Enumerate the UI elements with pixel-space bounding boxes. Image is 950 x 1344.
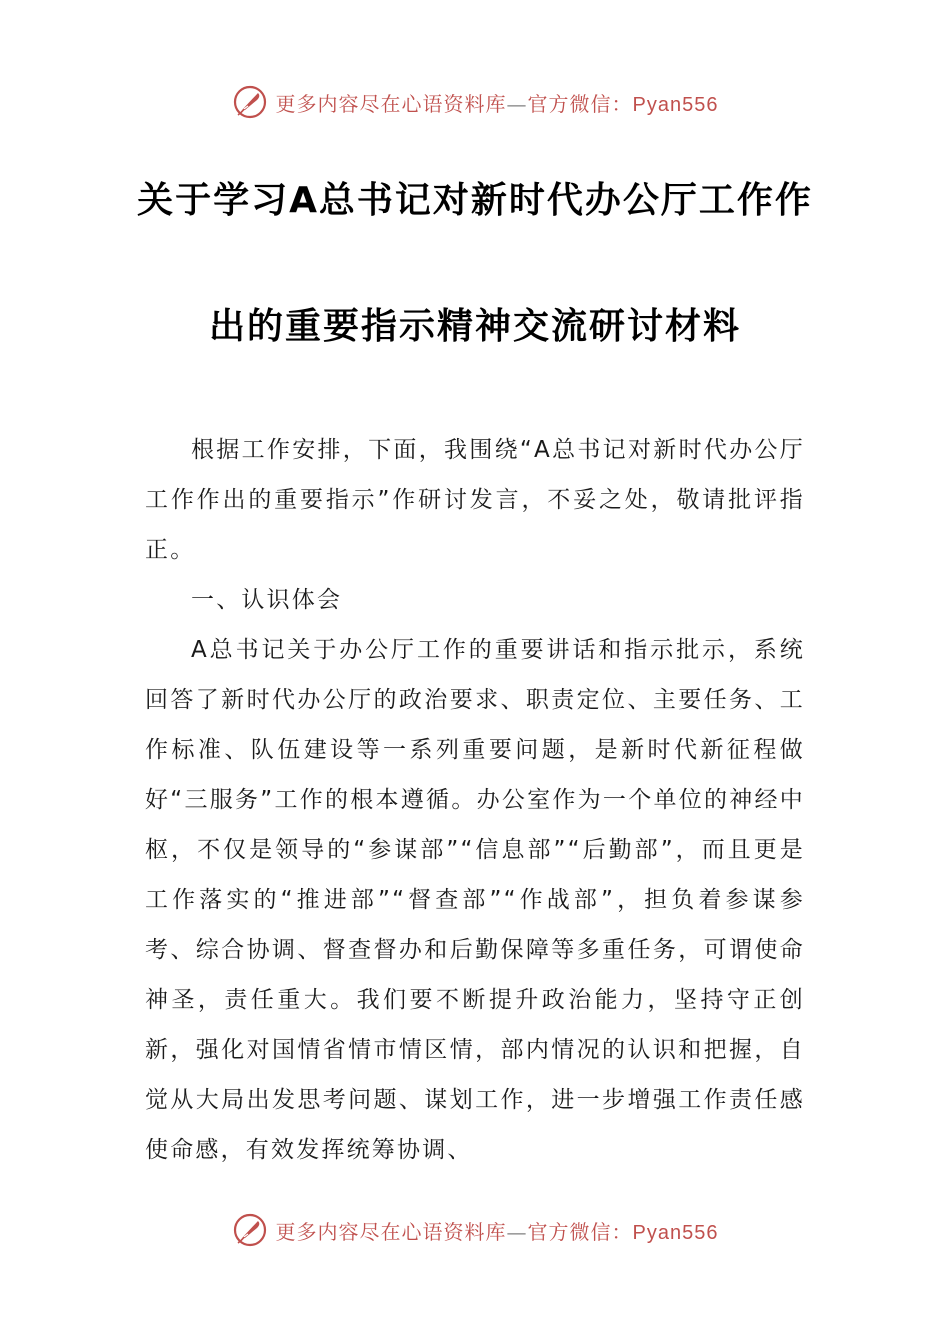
quill-pen-logo-icon bbox=[232, 84, 268, 120]
document-body bbox=[145, 425, 805, 1175]
watermark-wechat-id: Pyan556 bbox=[632, 93, 719, 116]
watermark-text bbox=[276, 88, 719, 117]
footer-watermark bbox=[0, 1210, 950, 1250]
watermark-label: 官方微信： bbox=[527, 91, 633, 116]
watermark-site: 更多内容尽在心语资料库 bbox=[275, 91, 507, 116]
watermark-wechat-id: Pyan556 bbox=[632, 1221, 719, 1244]
watermark-site: 更多内容尽在心语资料库 bbox=[275, 1219, 507, 1244]
section-heading: 一、认识体会 bbox=[191, 587, 343, 613]
document-title-line-2: 出的重要指示精神交流研讨材料 bbox=[208, 306, 741, 347]
document-title-line-1: 关于学习A总书记对新时代办公厅工作作 bbox=[137, 180, 813, 221]
watermark-label: 官方微信： bbox=[527, 1219, 633, 1244]
watermark-separator: — bbox=[506, 91, 528, 116]
paragraph-main: A总书记关于办公厅工作的重要讲话和指示批示，系统回答了新时代办公厅的政治要求、职责定位、主要任务、工作标准、队伍建设等一系列重要问题，是新时代新征程做好“三服务”工作的根本遵循。办公室作为一个单位的神经中枢，不仅是领导的“参谋部”“信息部”“后勤部”，而且更是工作落实的“推进部”“督查部”“作战部”，担负着参谋参考、综合协调、督查督办和后勤保障等多重任务，可谓使命神圣，责任重大。我们要不断提升政治能力，坚持守正创新，强化对国情省情市情区情，部内情况的认识和把握，自觉从大局出发思考问题、谋划工作，进一步增强工作责任感使命感，有效发挥统筹协调、 bbox=[145, 637, 805, 1163]
watermark-text bbox=[276, 1216, 719, 1245]
watermark-separator: — bbox=[506, 1219, 528, 1244]
quill-pen-logo-icon bbox=[232, 1212, 268, 1248]
paragraph-intro: 根据工作安排，下面，我围绕“A总书记对新时代办公厅工作作出的重要指示”作研讨发言，不妥之处，敬请批评指正。 bbox=[145, 437, 805, 563]
header-watermark bbox=[0, 82, 950, 122]
